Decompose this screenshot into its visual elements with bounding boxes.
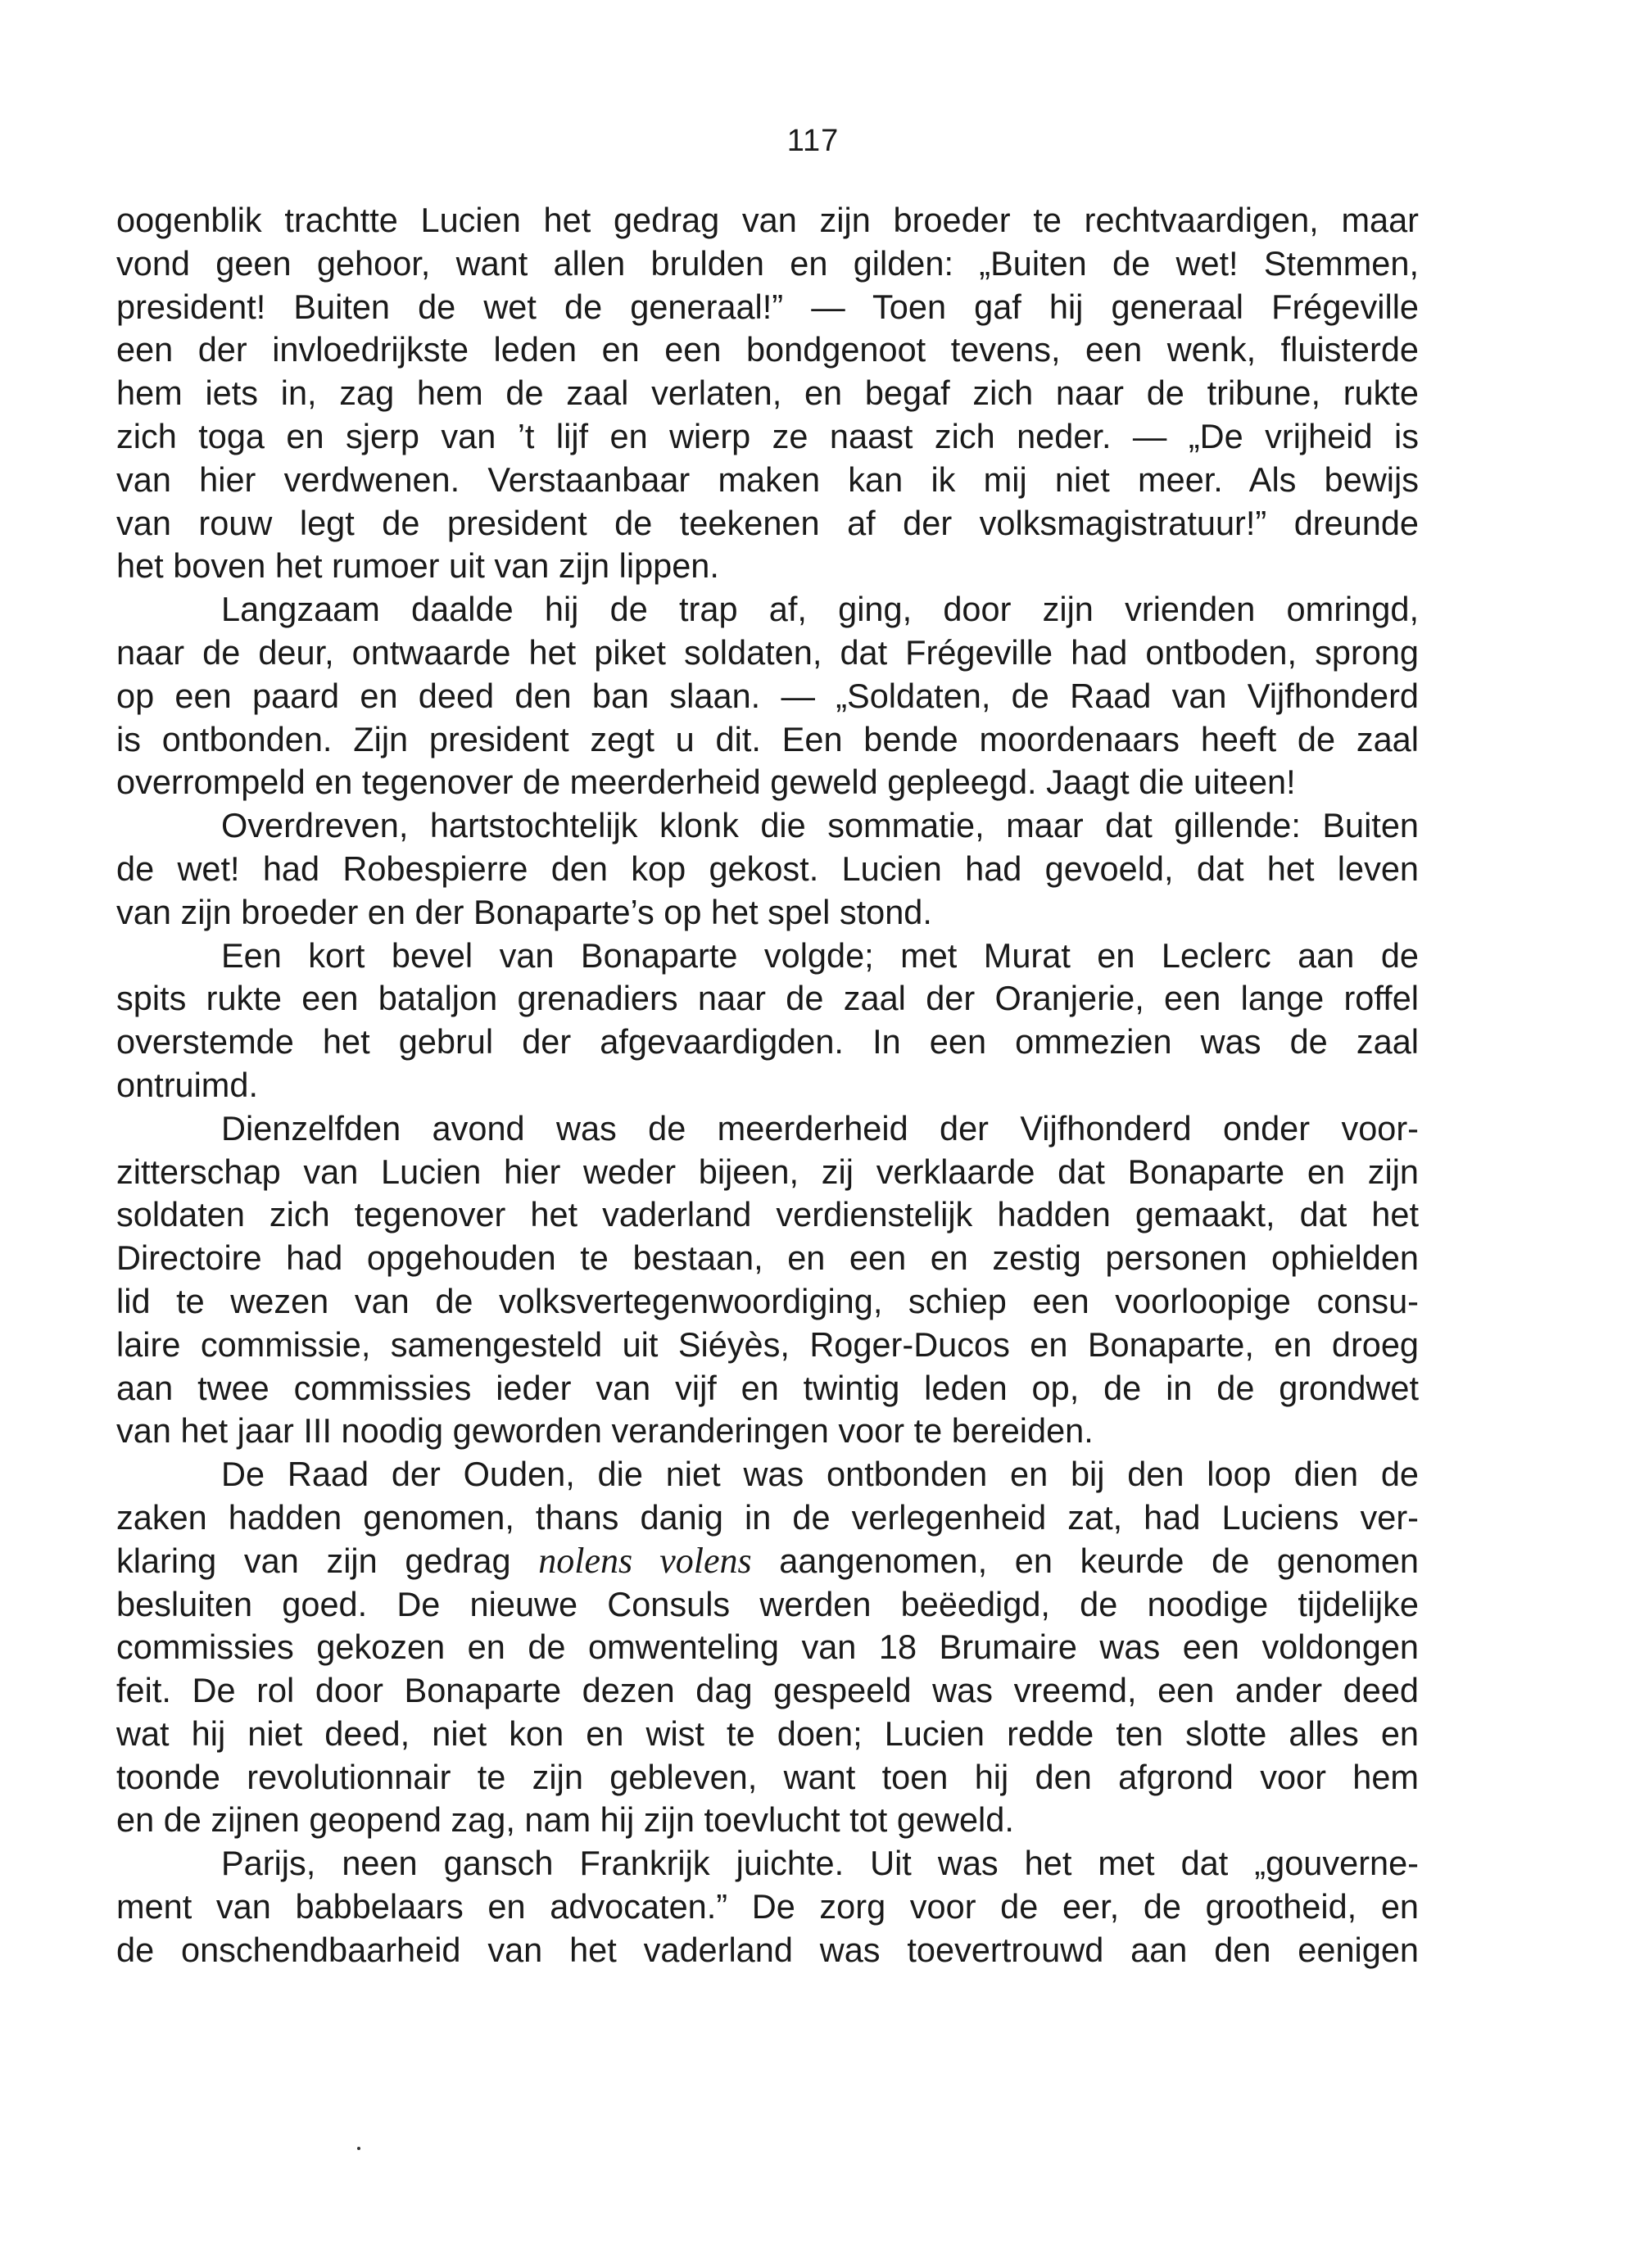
paragraph-1-line-4: een der invloedrijkste leden en een bondgenoot tevens, een wenk, fluisterde — [116, 330, 1419, 369]
body-text — [116, 199, 1419, 1972]
paragraph-6-line-3: klaring van zijn gedrag nolens volens aangenomen, en keurde de genomen — [116, 1540, 1419, 1581]
paragraph-5-line-4: Directoire had opgehouden te bestaan, en een en zestig personen ophielden — [116, 1238, 1419, 1278]
paragraph-7-line-3: de onschendbaarheid van het vaderland was toevertrouwd aan den eenigen — [116, 1930, 1419, 1969]
scan-speck — [357, 2147, 360, 2150]
paragraph-6-line-2: zaken hadden genomen, thans danig in de verlegenheid zat, had Luciens ver- — [116, 1497, 1419, 1537]
paragraph-1-line-9: het boven het rumoer uit van zijn lippen. — [116, 546, 719, 586]
paragraph-6-line-6: feit. De rol door Bonaparte dezen dag gespeeld was vreemd, een ander deed — [116, 1671, 1419, 1710]
paragraph-6-line-4: besluiten goed. De nieuwe Consuls werden beëedigd, de noodige tijdelijke — [116, 1584, 1419, 1623]
paragraph-5-line-2: zitterschap van Lucien hier weder bijeen, zij verklaarde dat Bonaparte en zijn — [116, 1152, 1419, 1191]
paragraph-4-line-4: ontruimd. — [116, 1065, 258, 1104]
paragraph-5-line-3: soldaten zich tegenover het vaderland verdienstelijk hadden gemaakt, dat het — [116, 1195, 1419, 1234]
paragraph-5-line-6: laire commissie, samengesteld uit Siéyès, Roger-Ducos en Bonaparte, en droeg — [116, 1324, 1419, 1364]
paragraph-3-line-1: Overdreven, hartstochtelijk klonk die sommatie, maar dat gillende: Buiten — [221, 806, 1419, 845]
italic-phrase: nolens volens — [538, 1540, 752, 1581]
paragraph-2-line-5: overrompeld en tegenover de meerderheid geweld gepleegd. Jaagt die uiteen! — [116, 763, 1296, 802]
paragraph-1-line-5: hem iets in, zag hem de zaal verlaten, en begaf zich naar de tribune, rukte — [116, 373, 1419, 413]
paragraph-6-line-9: en de zijnen geopend zag, nam hij zijn toevlucht tot geweld. — [116, 1800, 1014, 1840]
paragraph-1-line-8: van rouw legt de president de teekenen af der volksmagistratuur!” dreunde — [116, 503, 1419, 542]
paragraph-4-line-2: spits rukte een bataljon grenadiers naar de zaal der Oranjerie, een lange roffel — [116, 979, 1419, 1018]
paragraph-1-line-6: zich toga en sjerp van ’t lijf en wierp ze naast zich neder. — „De vrijheid is — [116, 416, 1419, 455]
paragraph-6-line-5: commissies gekozen en de omwenteling van 18 Brumaire was een voldongen — [116, 1627, 1419, 1667]
paragraph-6-line-1: De Raad der Ouden, die niet was ontbonden en bij den loop dien de — [221, 1455, 1419, 1494]
paragraph-4-line-1: Een kort bevel van Bonaparte volgde; met Murat en Leclerc aan de — [221, 935, 1419, 975]
paragraph-5-line-7: aan twee commissies ieder van vijf en twintig leden op, de in de grondwet — [116, 1368, 1419, 1407]
paragraph-1-line-3: president! Buiten de wet de generaal!” — Toen gaf hij generaal Frégeville — [116, 287, 1419, 326]
paragraph-2-line-1: Langzaam daalde hij de trap af, ging, door zijn vrienden omringd, — [221, 590, 1419, 629]
paragraph-2-line-3: op een paard en deed den ban slaan. — „Soldaten, de Raad van Vijfhonderd — [116, 676, 1419, 715]
paragraph-5-line-1: Dienzelfden avond was de meerderheid der Vijfhonderd onder voor- — [221, 1108, 1419, 1148]
paragraph-1-line-1: oogenblik trachtte Lucien het gedrag van zijn broeder te rechtvaardigen, maar — [116, 201, 1419, 239]
paragraph-6-line-7: wat hij niet deed, niet kon en wist te doen; Lucien redde ten slotte alles en — [116, 1713, 1419, 1753]
paragraph-2-line-4: is ontbonden. Zijn president zegt u dit. Een bende moordenaars heeft de zaal — [116, 719, 1419, 758]
paragraph-1-line-7: van hier verdwenen. Verstaanbaar maken kan ik mij niet meer. Als bewijs — [116, 459, 1419, 499]
paragraph-4-line-3: overstemde het gebrul der afgevaardigden. In een ommezien was de zaal — [116, 1022, 1419, 1062]
paragraph-6-line-8: toonde revolutionnair te zijn gebleven, want toen hij den afgrond voor hem — [116, 1757, 1419, 1796]
paragraph-7-line-2: ment van babbelaars en advocaten.” De zorg voor de eer, de grootheid, en — [116, 1887, 1419, 1926]
page-number: 117 — [786, 124, 840, 158]
paragraph-3-line-2: de wet! had Robespierre den kop gekost. Lucien had gevoeld, dat het leven — [116, 849, 1419, 888]
paragraph-5-line-8: van het jaar III noodig geworden veranderingen voor te bereiden. — [116, 1411, 1094, 1451]
paragraph-2-line-2: naar de deur, ontwaarde het piket soldaten, dat Frégeville had ontboden, sprong — [116, 632, 1419, 672]
paragraph-7-line-1: Parijs, neen gansch Frankrijk juichte. Uit was het met dat „gouverne- — [221, 1844, 1419, 1883]
paragraph-1-line-2: vond geen gehoor, want allen brulden en gilden: „Buiten de wet! Stemmen, — [116, 243, 1419, 283]
paragraph-5-line-5: lid te wezen van de volksvertegenwoordiging, schiep een voorloopige consu- — [116, 1281, 1419, 1320]
paragraph-3-line-3: van zijn broeder en der Bonaparte’s op het spel stond. — [116, 892, 932, 931]
